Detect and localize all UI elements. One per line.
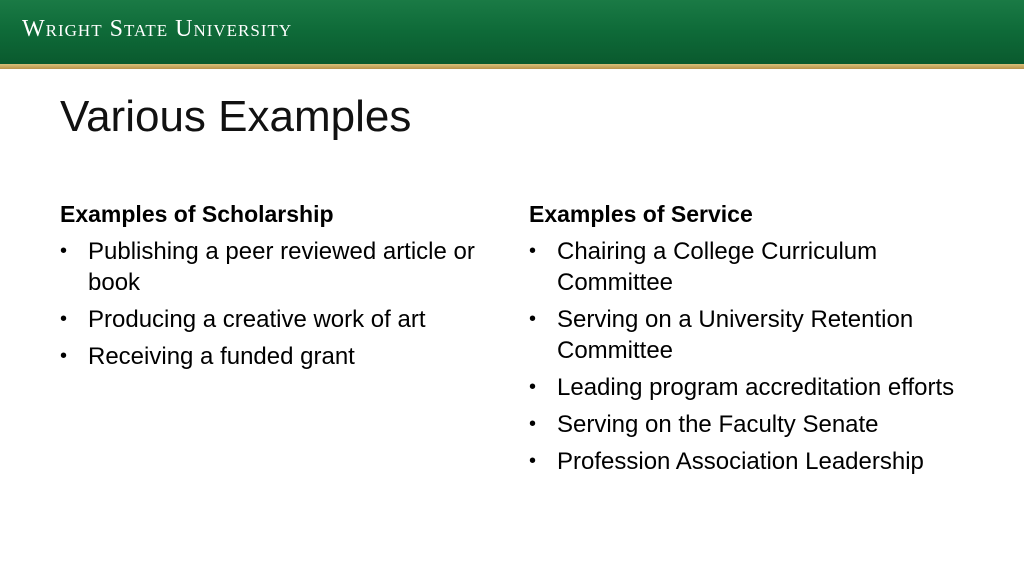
bullet-icon: • xyxy=(60,345,68,367)
list-item xyxy=(60,236,490,298)
list-item-text: Publishing a peer reviewed article or book xyxy=(88,238,475,296)
header-banner xyxy=(0,0,1024,64)
bullet-icon: • xyxy=(529,308,537,330)
university-logo: Wright State University xyxy=(22,16,293,42)
bullet-icon: • xyxy=(529,450,537,472)
bullet-icon: • xyxy=(529,376,537,398)
scholarship-column xyxy=(60,198,490,378)
service-column xyxy=(529,198,969,483)
list-item-text: Receiving a funded grant xyxy=(88,343,355,370)
slide-title: Various Examples xyxy=(60,92,412,141)
bullet-icon: • xyxy=(529,240,537,262)
list-item xyxy=(529,409,969,440)
bullet-icon: • xyxy=(60,308,68,330)
list-item xyxy=(60,304,490,335)
list-item xyxy=(529,236,969,298)
header-gold-stripe xyxy=(0,64,1024,69)
scholarship-list xyxy=(60,236,490,372)
scholarship-heading: Examples of Scholarship xyxy=(60,201,334,227)
bullet-icon: • xyxy=(529,413,537,435)
bullet-icon: • xyxy=(60,240,68,262)
list-item-text: Profession Association Leadership xyxy=(557,448,924,475)
list-item-text: Serving on the Faculty Senate xyxy=(557,411,879,438)
list-item-text: Producing a creative work of art xyxy=(88,306,426,333)
service-list xyxy=(529,236,969,477)
service-heading: Examples of Service xyxy=(529,201,753,227)
list-item-text: Serving on a University Retention Committee xyxy=(557,306,914,364)
list-item xyxy=(529,446,969,477)
list-item xyxy=(529,304,969,366)
list-item-text: Chairing a College Curriculum Committee xyxy=(557,238,878,296)
list-item-text: Leading program accreditation efforts xyxy=(557,374,955,401)
list-item xyxy=(529,372,969,403)
list-item xyxy=(60,341,490,372)
